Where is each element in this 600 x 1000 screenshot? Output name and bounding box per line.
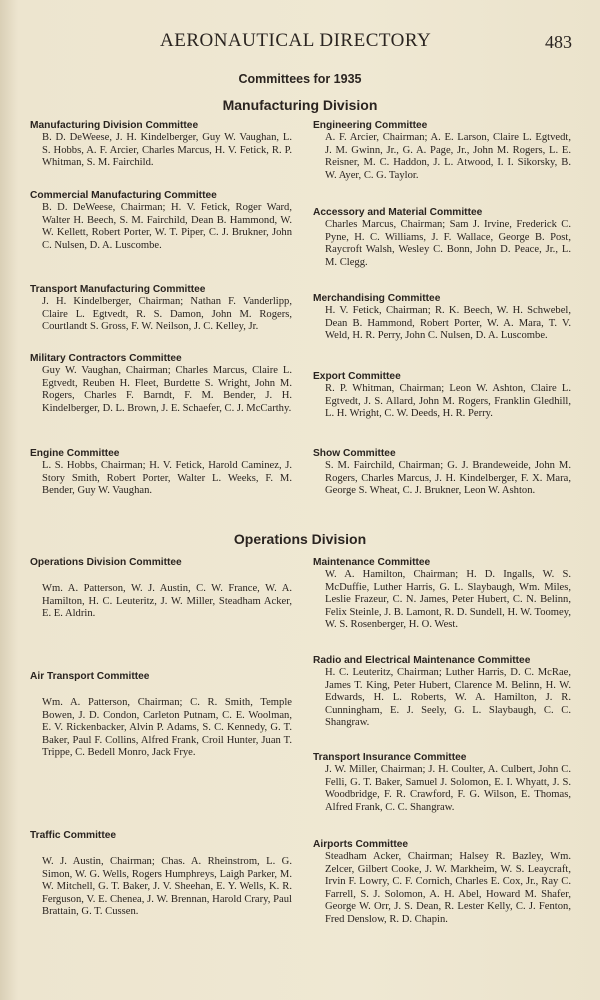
committee-entry (30, 352, 292, 415)
committee-members: Guy W. Vaughan, Chairman; Charles Marcus, Claire L. Egtvedt, Reuben H. Fleet, Burdette S. Wright, John M. Rogers, Charles F. Barndt, F. M. Bender, J. H. Kindelberger, D. L. Brown, J. E. Schaefer, C. J. McCarthy. (42, 365, 292, 414)
running-head (0, 30, 600, 54)
committee-entry (313, 206, 571, 269)
committee-members: R. P. Whitman, Chairman; Leon W. Ashton, Claire L. Egtvedt, J. S. Allard, John M. Rogers, Franklin Gledhill, L. H. Wright, C. W. Deeds, H. R. Perry. (325, 383, 571, 420)
committee-members: L. S. Hobbs, Chairman; H. V. Fetick, Harold Caminez, J. Story Smith, Robert Porter, Walter L. Weeks, F. M. Bender, Guy W. Vaughan. (42, 460, 292, 497)
page-title: AERONAUTICAL DIRECTORY (160, 30, 432, 51)
committee-title: Traffic Committee (30, 830, 117, 841)
committee-title: Commercial Manufacturing Committee (30, 190, 217, 201)
committee-entry (30, 189, 292, 252)
committee-title: Air Transport Committee (30, 671, 150, 682)
committee-members: A. F. Arcier, Chairman; A. E. Larson, Claire L. Egtvedt, J. M. Gwinn, Jr., G. A. Page, Jr., John M. Rogers, L. E. Reisner, M. C. Haddon, J. L. Atwood, I. I. Sikorsky, B. W. Ayer, C. G. Taylor. (325, 132, 571, 181)
committee-entry (30, 119, 292, 170)
committee-entry (313, 119, 571, 182)
committee-entry (30, 283, 292, 334)
committee-title: Merchandising Committee (313, 293, 441, 304)
committee-entry (30, 447, 292, 498)
committee-entry (313, 370, 571, 421)
committee-members: Wm. A. Patterson, W. J. Austin, C. W. France, W. A. Hamilton, H. C. Leuteritz, J. W. Miller, Steadham Acker, E. E. Aldrin. (42, 583, 292, 620)
committee-members: W. J. Austin, Chairman; Chas. A. Rheinstrom, L. G. Simon, W. G. Wells, Rogers Humphreys, Laigh Parker, M. W. Mitchell, G. T. Baker, J. V. Sheehan, E. Y. Wells, K. R. Ferguson, V. E. Chenea, J. W. Brennan, Harold Crary, Paul Brattain, G. T. Cussen. (42, 856, 292, 918)
committee-members: Charles Marcus, Chairman; Sam J. Irvine, Frederick C. Pyne, H. C. Williams, J. F. Wallace, George B. Post, Raycroft Walsh, Wesley C. Bonn, John D. Peace, Jr., L. M. Clegg. (325, 219, 571, 268)
committee-entry (30, 829, 292, 919)
committee-members: H. V. Fetick, Chairman; R. K. Beech, W. H. Schwebel, Dean B. Hammond, Robert Porter, W. A. Mara, T. V. Weld, H. R. Perry, John C. Nulsen, D. A. Luscombe. (325, 305, 571, 342)
committee-title: Accessory and Material Committee (313, 207, 483, 218)
committee-members: J. W. Miller, Chairman; J. H. Coulter, A. Culbert, John C. Felli, G. T. Baker, Samuel J. Solomon, E. I. Whyatt, J. S. Woodbridge, F. R. Crawford, F. G. Wilson, E. Thomas, Alfred Frank, C. C. Shangraw. (325, 764, 571, 813)
committees-heading: Committees for 1935 (238, 72, 362, 86)
committee-entry (313, 654, 571, 730)
committee-members: Wm. A. Patterson, Chairman; C. R. Smith, Temple Bowen, J. D. Condon, Carleton Putnam, C. E. Woolman, E. V. Rickenbacker, Alvin P. Adams, S. C. Kennedy, G. T. Baker, Paul F. Collins, Alfred Frank, Croil Hunter, Juan T. Trippe, C. Bedell Monro, Jack Frye. (42, 697, 292, 759)
committee-entry (30, 556, 292, 621)
committee-entry (30, 670, 292, 760)
committee-title: Transport Insurance Committee (313, 752, 467, 763)
committee-title: Engine Committee (30, 448, 120, 459)
committee-title: Radio and Electrical Maintenance Committee (313, 655, 531, 666)
committee-entry (313, 556, 571, 632)
committee-title: Transport Manufacturing Committee (30, 284, 206, 295)
committee-entry (313, 292, 571, 343)
committee-members: B. D. DeWeese, J. H. Kindelberger, Guy W. Vaughan, L. S. Hobbs, A. F. Arcier, Charles Marcus, H. V. Fetick, R. P. Whitman, S. M. Fairchild. (42, 132, 292, 169)
committee-title: Airports Committee (313, 839, 409, 850)
committee-title: Manufacturing Division Committee (30, 120, 199, 131)
committee-members: Steadham Acker, Chairman; Halsey R. Bazley, Wm. Zelcer, Gilbert Cooke, J. W. Markheim, W. S. Leaycraft, Irvin F. Lowry, C. F. Cornich, Charles E. Cox, Jr., Ray C. Farrell, S. J. Solomon, A. H. Abel, Howard M. Shafer, George W. Orr, J. S. Dean, R. Lester Kelly, C. J. Fenton, Fred Denslow, R. D. Chapin. (325, 851, 571, 925)
committee-title: Military Contractors Committee (30, 353, 182, 364)
committee-title: Export Committee (313, 371, 401, 382)
committee-members: W. A. Hamilton, Chairman; H. D. Ingalls, W. S. McDuffie, Luther Harris, G. L. Slaybaugh, Wm. Miles, Leslie Frazeur, C. N. James, Peter Hubert, C. N. Belinn, Felix Steinle, J. B. Lamont, R. D. Sundell, H. W. Toomey, W. S. Rosenberger, H. O. West. (325, 569, 571, 631)
committee-members: B. D. DeWeese, Chairman; H. V. Fetick, Roger Ward, Walter H. Beech, S. M. Fairchild, Dean B. Hammond, W. W. Kellett, Robert Porter, W. T. Piper, C. J. Brukner, John C. Nulsen, D. A. Luscombe. (42, 202, 292, 251)
committee-members: H. C. Leuteritz, Chairman; Luther Harris, D. C. McRae, James T. King, Peter Hubert, Clarence M. Belinn, H. W. Edwards, H. L. Roberts, W. A. Hamilton, J. R. Cunningham, E. J. Seely, G. L. Slaybaugh, C. C. Shangraw. (325, 667, 571, 729)
committee-members: J. H. Kindelberger, Chairman; Nathan F. Vanderlipp, Claire L. Egtvedt, R. S. Damon, John M. Rogers, Courtlandt S. Gross, F. W. Neilson, J. C. Kelley, Jr. (42, 296, 292, 333)
operations-division-heading: Operations Division (233, 531, 367, 547)
committee-members: S. M. Fairchild, Chairman; G. J. Brandeweide, John M. Rogers, Charles Marcus, J. H. Kindelberger, F. X. Mara, George S. Wheat, C. J. Brukner, Leon W. Ashton. (325, 460, 571, 497)
committee-title: Maintenance Committee (313, 557, 431, 568)
committee-title: Show Committee (313, 448, 396, 459)
manufacturing-division-heading: Manufacturing Division (222, 97, 378, 113)
committee-entry (313, 447, 571, 498)
page-number: 483 (545, 32, 572, 52)
committee-title: Engineering Committee (313, 120, 428, 131)
committee-entry (313, 751, 571, 814)
committee-title: Operations Division Committee (30, 557, 182, 568)
committee-entry (313, 838, 571, 927)
